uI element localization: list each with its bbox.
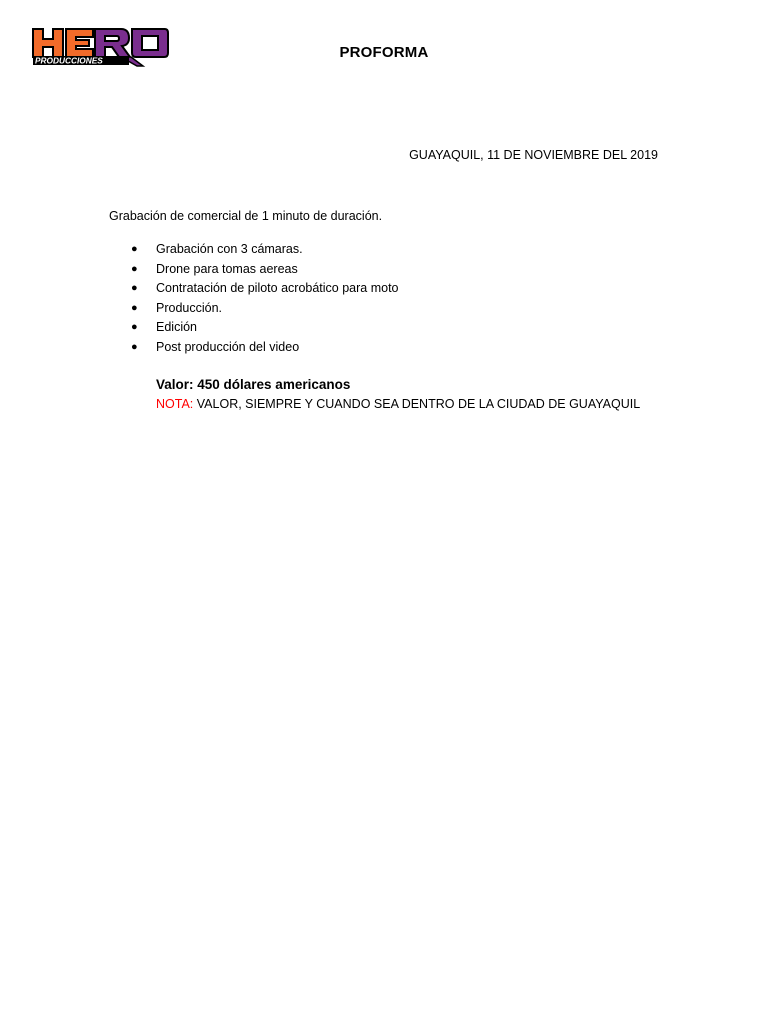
list-item-text: Edición (156, 320, 197, 334)
bullet-icon: ● (131, 282, 138, 294)
list-item (131, 279, 399, 299)
page-title: PROFORMA (339, 44, 429, 61)
list-item (131, 260, 399, 280)
logo-text-producciones: PRODUCCIONES (35, 55, 103, 66)
document-date: GUAYAQUIL, 11 DE NOVIEMBRE DEL 2019 (409, 148, 658, 162)
list-item (131, 318, 399, 338)
list-item-text: Contratación de piloto acrobático para moto (156, 281, 399, 295)
bullet-icon: ● (131, 340, 138, 353)
bullet-icon: ● (131, 243, 138, 255)
bullet-icon: ● (131, 301, 138, 314)
list-item-text: Drone para tomas aereas (156, 261, 298, 276)
service-list (131, 240, 399, 357)
price-note (156, 397, 640, 411)
list-item (131, 338, 399, 358)
list-item-text: Grabación con 3 cámaras. (156, 242, 303, 256)
bullet-icon: ● (131, 262, 138, 275)
list-item (131, 240, 399, 260)
list-item-text: Producción. (156, 300, 223, 315)
price-value: Valor: 450 dólares americanos (156, 377, 351, 392)
note-text: VALOR, SIEMPRE Y CUANDO SEA DENTRO DE LA CIUDAD DE GUAYAQUIL (196, 397, 641, 411)
intro-text: Grabación de comercial de 1 minuto de duración. (109, 209, 383, 223)
list-item-text: Post producción del video (156, 339, 300, 354)
note-label: NOTA: (156, 397, 194, 411)
list-item (131, 299, 399, 319)
bullet-icon: ● (131, 321, 138, 333)
